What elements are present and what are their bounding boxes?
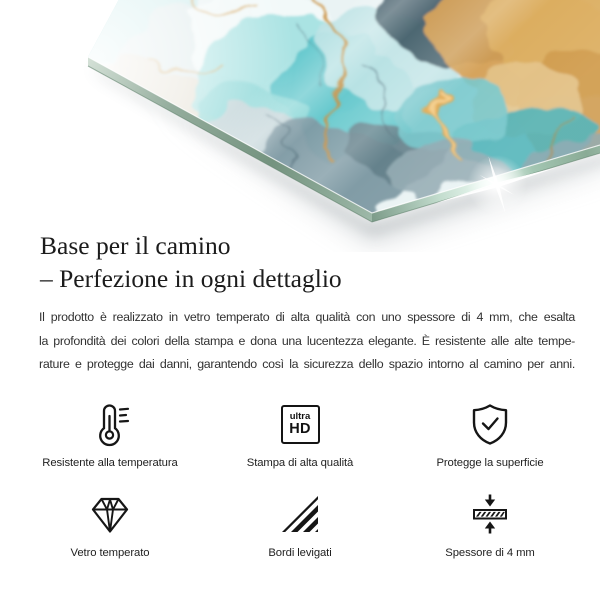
page-title: [40, 229, 342, 295]
feature-label: Protegge la superficie: [436, 457, 544, 469]
diamond-icon: [87, 491, 133, 537]
feature-polished-edges: [220, 489, 380, 559]
description-line: la profondità dei colori della stampa e dona una lucentezza elegante. È resistente alle alte tempe-: [39, 333, 575, 348]
feature-tempered-glass: [0, 489, 220, 559]
title-line-2: – Perfezione in ogni dettaglio: [40, 264, 342, 293]
polished-edges-icon: [277, 491, 323, 537]
ultra-hd-icon: ultra HD: [281, 405, 320, 444]
feature-thickness: [380, 489, 600, 559]
feature-label: Bordi levigati: [268, 547, 332, 559]
thickness-4mm-icon: [467, 491, 513, 537]
description-line: rature e protegge dai danni, garantendo così la sicurezza dello spazio intorno al camino per anni.: [39, 357, 575, 372]
product-hero-image: [0, 0, 600, 252]
product-description: [39, 306, 575, 377]
title-line-1: Base per il camino: [40, 231, 231, 260]
glass-panel-artwork: [40, 0, 600, 252]
feature-surface-protection: [380, 399, 600, 469]
feature-label: Vetro temperato: [70, 547, 150, 559]
thermometer-icon: [87, 401, 133, 447]
description-line: Il prodotto è realizzato in vetro temperato di alta qualità con uno spessore di 4 mm, che esalta: [39, 310, 575, 324]
feature-temperature: [0, 399, 220, 469]
feature-label: Stampa di alta qualità: [246, 457, 354, 469]
feature-grid: [0, 399, 600, 559]
shield-check-icon: [467, 401, 513, 447]
feature-label: Resistente alla temperatura: [42, 457, 178, 469]
feature-print-quality: [220, 399, 380, 469]
feature-label: Spessore di 4 mm: [445, 547, 535, 559]
